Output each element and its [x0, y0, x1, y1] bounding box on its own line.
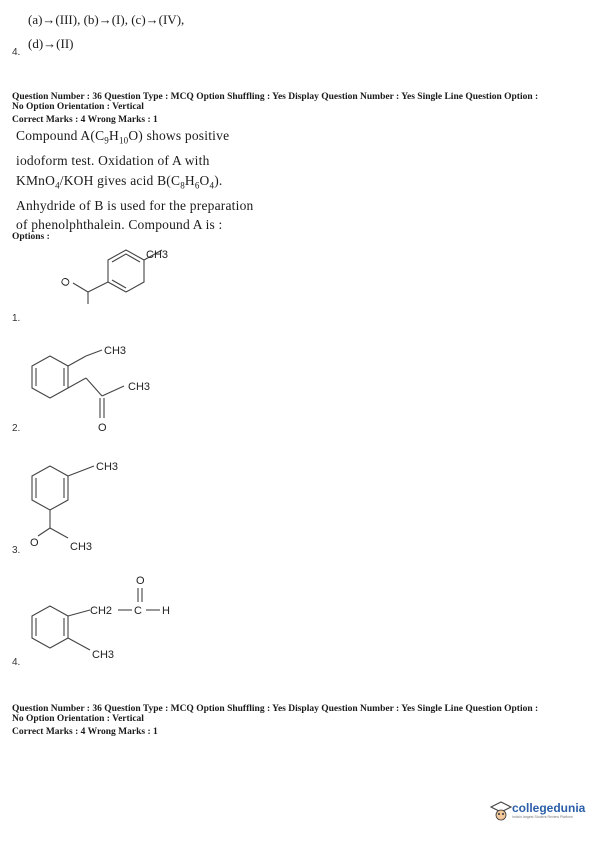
question-text-line1: Compound $A(C_9H_{10}O)$ shows positive [16, 128, 230, 146]
question-text-line2: iodoform test. Oxidation of A with [16, 153, 210, 169]
benzene-ring [108, 250, 144, 292]
option-1-o-label: O [58, 275, 74, 289]
benzene-ring [32, 606, 68, 648]
option-3-structure [28, 456, 208, 556]
option-4-structure [28, 572, 228, 662]
option-4-ch2-label: CH2 [90, 605, 113, 617]
question-text-line5: of phenolphthalein. Compound A is : [16, 217, 223, 233]
options-label: Options : [12, 232, 50, 242]
question-text-line4: Anhydride of B is used for the preparation [16, 197, 254, 213]
option-4-ch3-label: CH3 [92, 649, 115, 661]
question-text-line3: KMnO$_4$/KOH gives acid $B(C_8H_6O_4)$. [16, 172, 223, 191]
option-4-h-label: H [162, 605, 170, 617]
option-2-structure [28, 338, 208, 438]
prev-option-4-line2: (d)→(II) [28, 36, 74, 51]
benzene-ring [32, 466, 68, 510]
option-3-number: 3. [12, 545, 21, 556]
option-2-ch3-top-label: CH3 [104, 345, 127, 357]
option-3-ch3-top-label: CH3 [96, 461, 119, 473]
option-4-o-label: O [136, 575, 145, 587]
next-question-meta-line2: No Option Orientation : Vertical [12, 714, 144, 724]
question-meta-line2: No Option Orientation : Vertical [12, 102, 144, 112]
option-3-ch3-bottom-label: CH3 [70, 541, 93, 553]
option-1-ch3-label: CH3 [146, 249, 169, 261]
logo-text: collegedunia [512, 801, 586, 815]
graduate-cap-icon [490, 800, 512, 822]
prev-option-4-line1: (a)→(III), (b)→(I), (c)→(IV), [28, 12, 185, 27]
option-3-o-label: O [30, 537, 39, 549]
collegedunia-logo [490, 798, 590, 824]
option-1-number: 1. [12, 313, 21, 324]
question-text [16, 126, 266, 235]
option-2-number: 2. [12, 423, 21, 434]
option-2-o-label: O [98, 422, 107, 434]
next-question-marks: Correct Marks : 4 Wrong Marks : 1 [12, 727, 158, 737]
question-meta-line1: Question Number : 36 Question Type : MCQ Option Shuffling : Yes Display Question Number : Yes Single Line Question Option : [12, 92, 539, 102]
benzene-ring [32, 356, 68, 398]
prev-option-4-number: 4. [12, 47, 21, 58]
next-question-meta-line1: Question Number : 36 Question Type : MCQ Option Shuffling : Yes Display Question Number : Yes Single Line Question Option : [12, 704, 539, 714]
option-1-structure [28, 242, 208, 312]
question-marks: Correct Marks : 4 Wrong Marks : 1 [12, 115, 158, 125]
logo-tagline: India's largest Student Review Platform [512, 815, 573, 819]
option-4-c-label: C [134, 605, 142, 617]
option-4-number: 4. [12, 657, 21, 668]
option-2-ch3-right-label: CH3 [128, 381, 151, 393]
